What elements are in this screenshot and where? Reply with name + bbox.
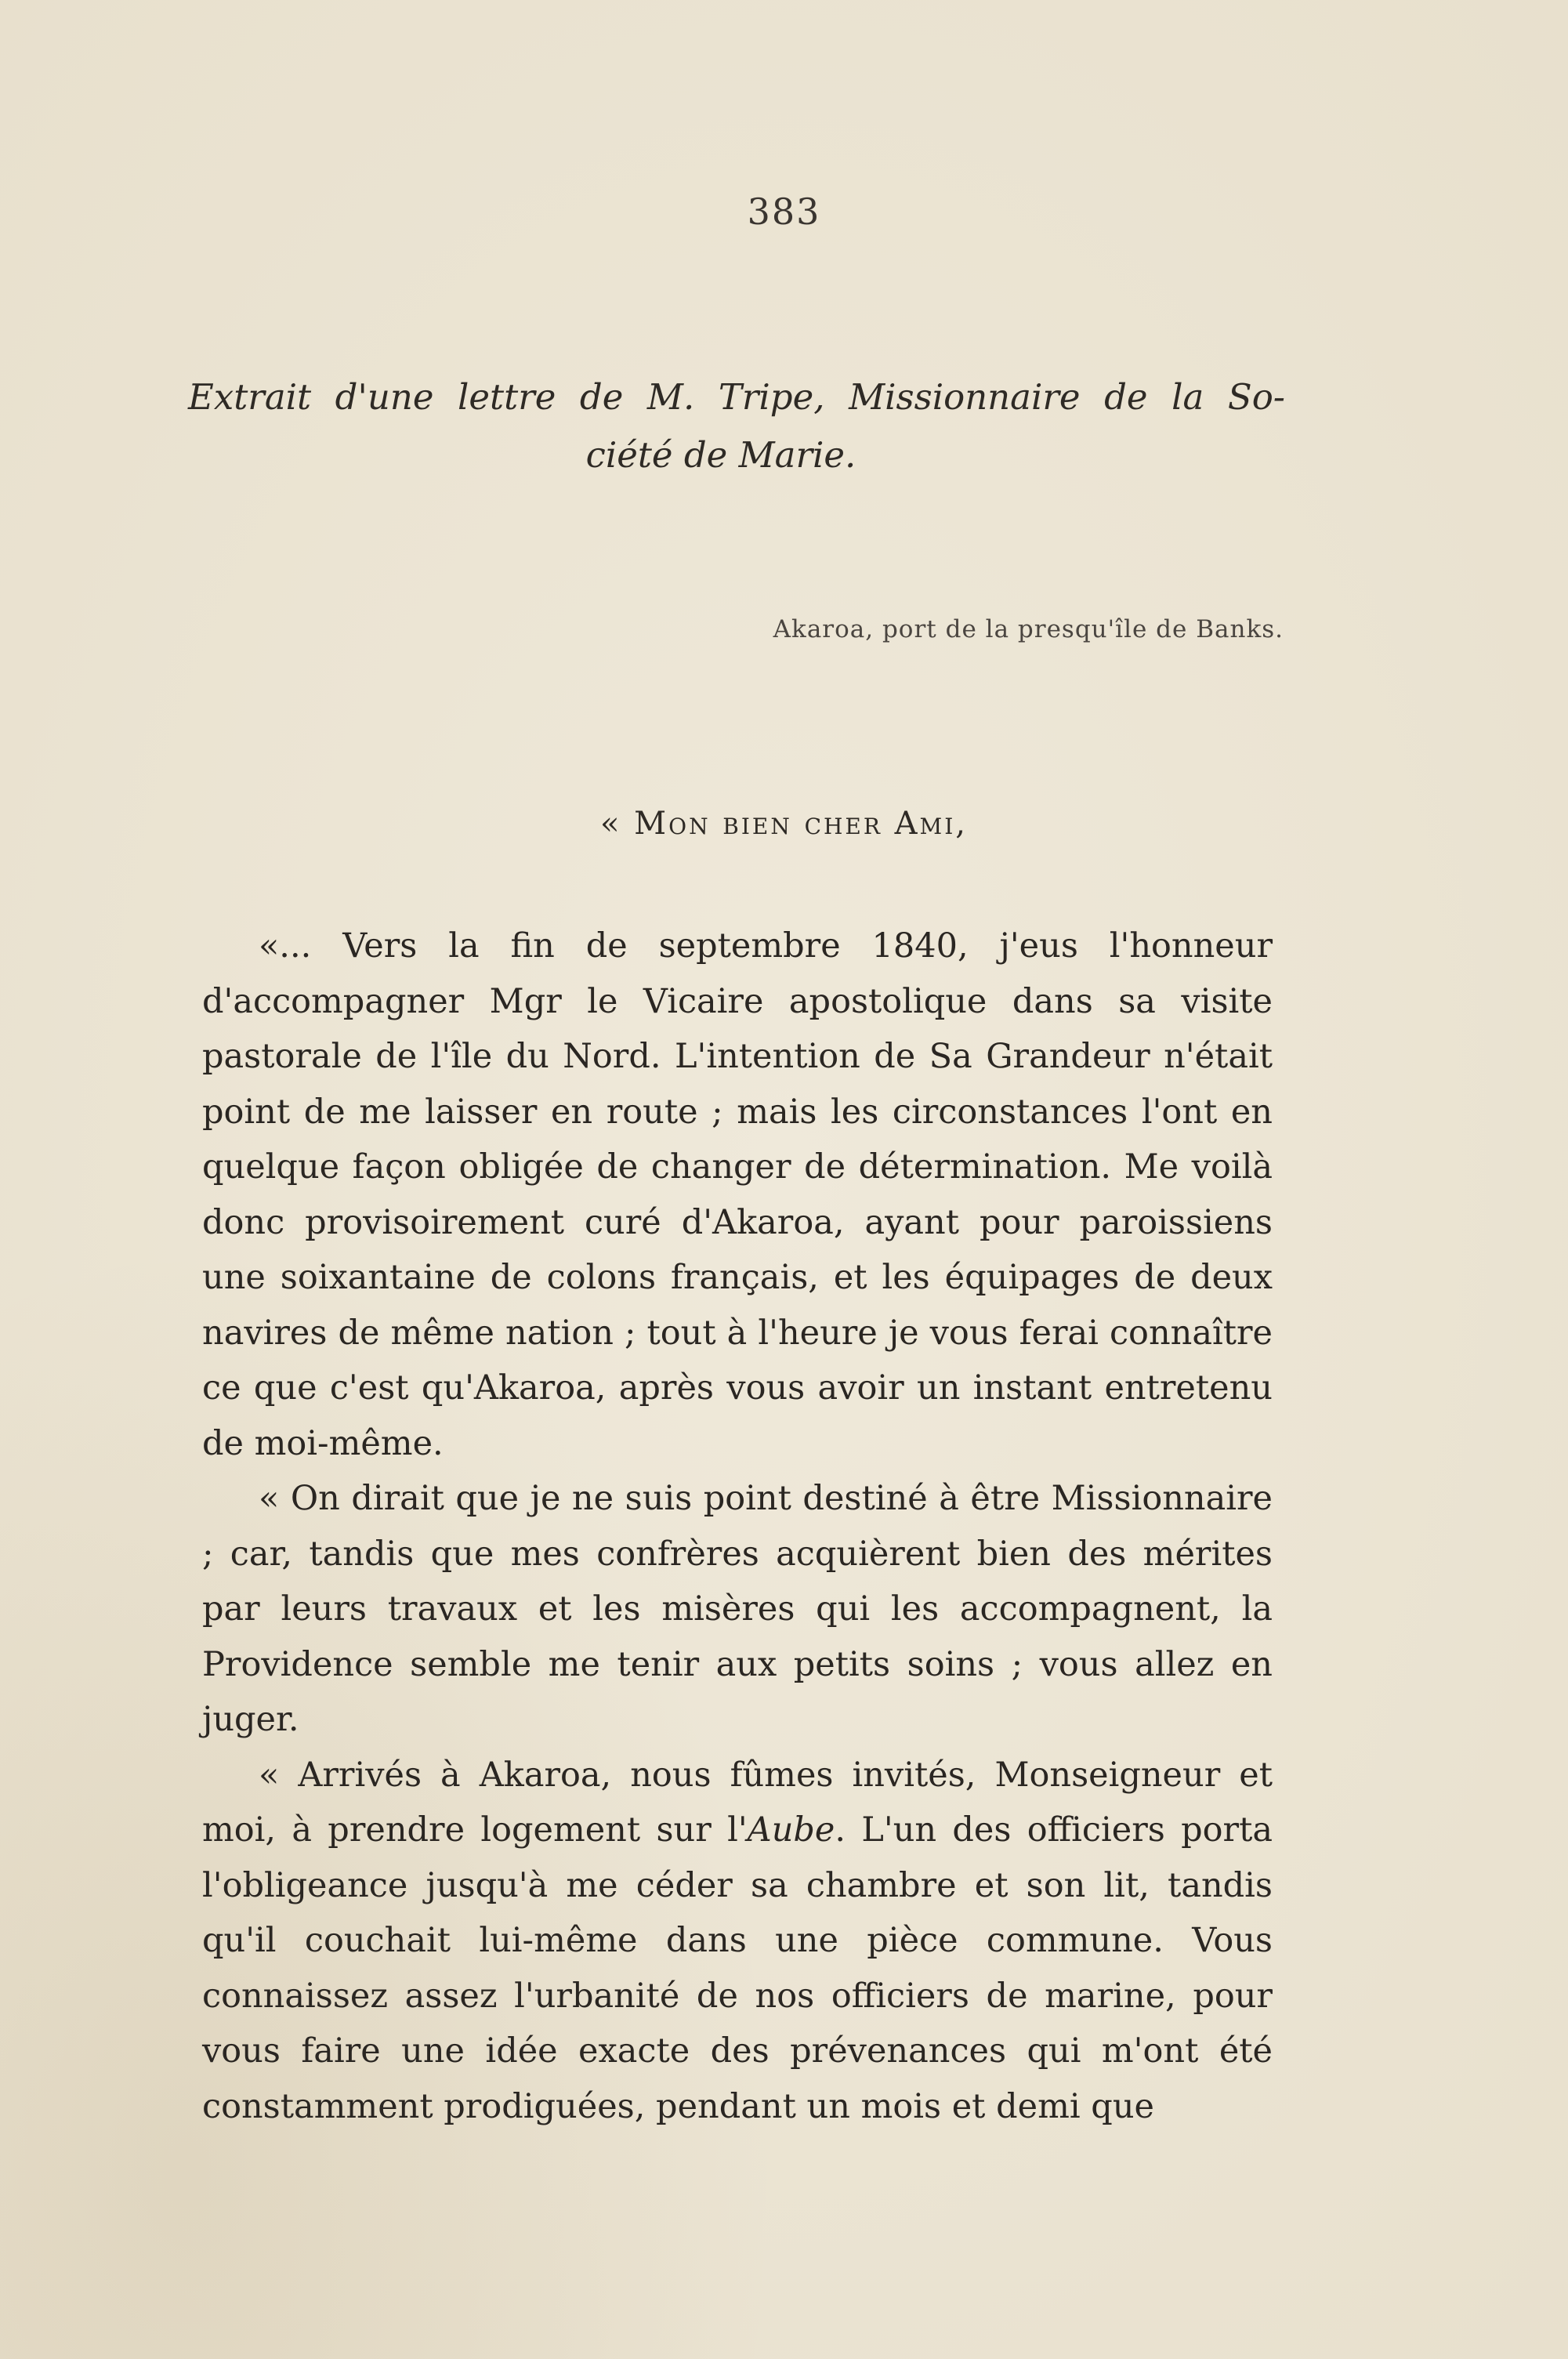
heading-line-1: Extrait d'une lettre de M. Tripe, Missionnaire de la So- [188, 376, 1285, 418]
heading-line-2: ciété de Marie. [585, 434, 856, 476]
paragraph-3-part-1: « Arrivés à Akaroa, nous fûmes invités, Monseigneur et moi, à prendre logement sur l' [202, 1755, 1273, 1850]
letter-body [202, 919, 1273, 2134]
paragraph-3 [202, 1748, 1273, 2135]
paragraph-2: « On dirait que je ne suis point destiné à être Missionnaire ; car, tandis que mes confrères acquièrent bien des mérites par leurs travaux et les misères qui les accompagnent, la Providence semble me tenir aux petits soins ; vous allez en juger. [202, 1479, 1273, 1739]
paragraph-3-part-2: . L'un des officiers porta l'obligeance jusqu'à me céder sa chambre et son lit, tandis qu'il couchait lui-même dans une pièce commune. Vous connaissez assez l'urbanité de nos officiers de marine, pour vous faire une idée exacte des prévenances qui m'ont été constamment prodiguées, pendant un mois et demi que [202, 1810, 1273, 2126]
paragraph-1: «... Vers la fin de septembre 1840, j'eus l'honneur d'accompagner Mgr le Vicaire apostolique dans sa visite pastorale de l'île du Nord. L'intention de Sa Grandeur n'était point de me laisser en route ; mais les circonstances l'ont en quelque façon obligée de changer de détermination. Me voilà donc provisoirement curé d'Akaroa, ayant pour paroissiens une soixantaine de colons français, et les équipages de deux navires de même nation ; tout à l'heure je vous ferai connaître ce que c'est qu'Akaroa, après vous avoir un instant entretenu de moi-même. [202, 926, 1273, 1463]
letter-heading [188, 368, 1285, 484]
place-dateline: Akaroa, port de la presqu'île de Banks. [773, 615, 1284, 643]
ship-name: Aube [747, 1810, 835, 1850]
salutation: « Mon bien cher Ami, [599, 806, 968, 842]
page-number: 383 [747, 190, 821, 233]
